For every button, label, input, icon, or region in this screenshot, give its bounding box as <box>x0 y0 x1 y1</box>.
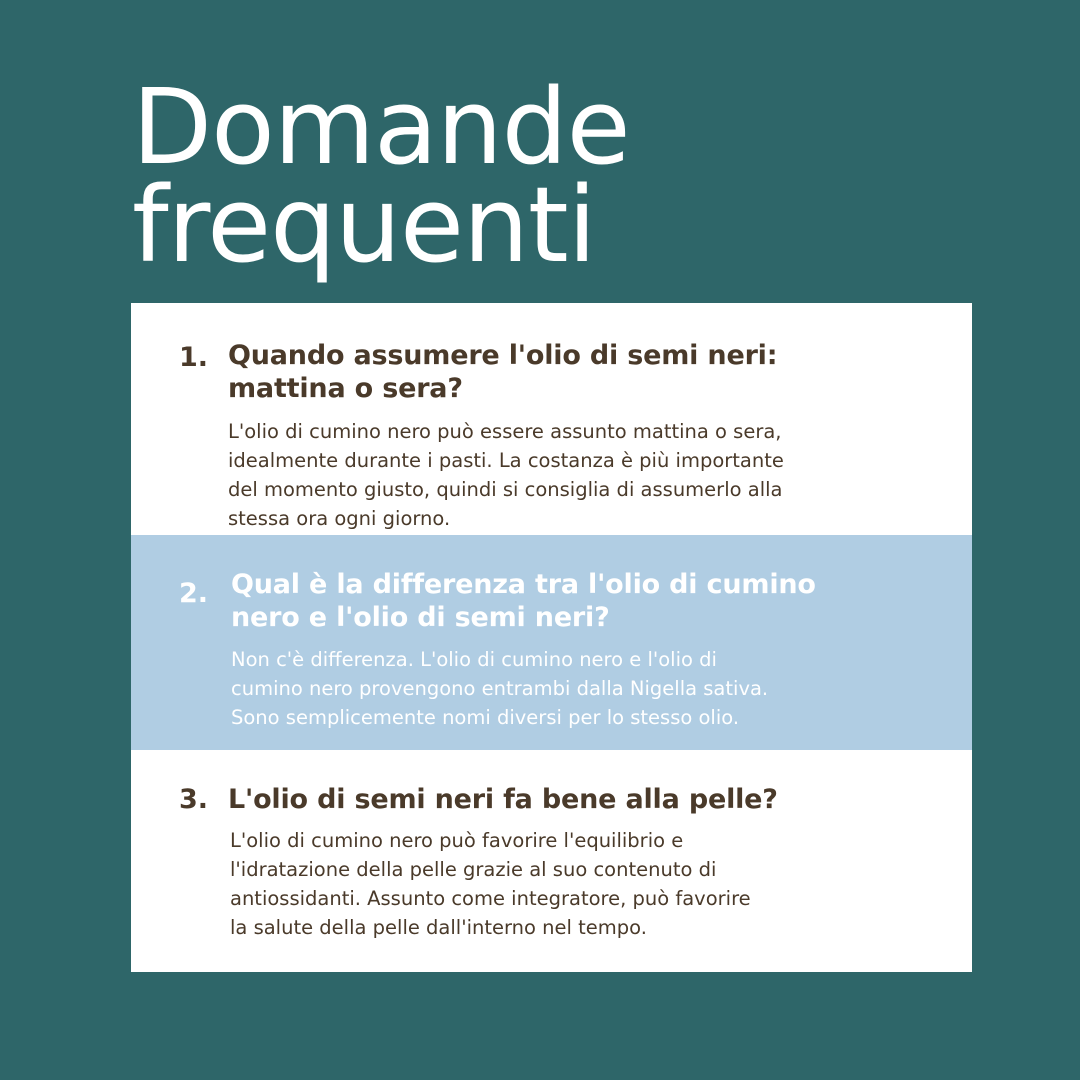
page-title-line-1: Domande <box>132 66 630 188</box>
faq-item-3 <box>131 750 972 972</box>
faq-item-1 <box>131 303 972 535</box>
faq-item-2 <box>131 535 972 750</box>
faq-question-3-line-1: L'olio di semi neri fa bene alla pelle? <box>228 784 778 815</box>
faq-answer-1-line-4: stessa ora ogni giorno. <box>228 507 451 530</box>
faq-question-1 <box>228 339 777 405</box>
faq-question-1-line-2: mattina o sera? <box>228 373 463 404</box>
faq-answer-2-line-3: Sono semplicemente nomi diversi per lo stesso olio. <box>231 706 740 729</box>
faq-question-1-line-1: Quando assumere l'olio di semi neri: <box>228 340 778 371</box>
faq-question-2-line-1: Qual è la differenza tra l'olio di cumino <box>231 569 816 600</box>
faq-question-2 <box>231 568 816 634</box>
faq-answer-3-line-1: L'olio di cumino nero può favorire l'equilibrio e <box>230 829 684 852</box>
faq-answer-3-line-2: l'idratazione della pelle grazie al suo contenuto di <box>230 858 717 881</box>
faq-answer-1-line-3: del momento giusto, quindi si consiglia di assumerlo alla <box>228 478 783 501</box>
faq-answer-2 <box>231 645 768 732</box>
faq-question-3 <box>228 783 778 816</box>
faq-question-2-line-2: nero e l'olio di semi neri? <box>231 602 610 633</box>
faq-answer-2-line-1: Non c'è differenza. L'olio di cumino nero e l'olio di <box>231 648 717 671</box>
page-title-line-2: frequenti <box>132 164 596 286</box>
page-title <box>132 66 992 286</box>
faq-answer-1-line-1: L'olio di cumino nero può essere assunto mattina o sera, <box>228 420 782 443</box>
faq-number-3: 3. <box>179 784 209 815</box>
faq-answer-1 <box>228 417 784 533</box>
faq-card <box>131 303 972 972</box>
faq-answer-3-line-3: antiossidanti. Assunto come integratore, può favorire <box>230 887 751 910</box>
faq-answer-3 <box>230 826 751 942</box>
faq-number-1: 1. <box>179 342 209 373</box>
faq-answer-2-line-2: cumino nero provengono entrambi dalla Nigella sativa. <box>231 677 769 700</box>
faq-answer-1-line-2: idealmente durante i pasti. La costanza è più importante <box>228 449 784 472</box>
faq-number-2: 2. <box>179 578 209 609</box>
faq-answer-3-line-4: la salute della pelle dall'interno nel tempo. <box>230 916 647 939</box>
